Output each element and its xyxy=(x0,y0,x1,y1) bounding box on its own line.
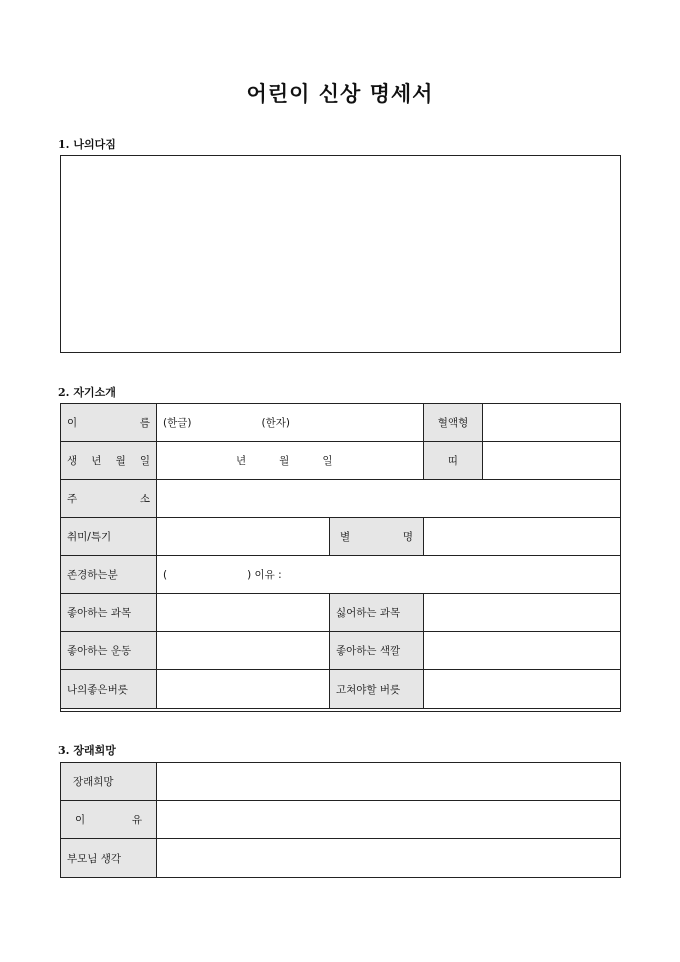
respected-open-paren: ( xyxy=(163,568,168,581)
favorite-sport-label: 좋아하는 운동 xyxy=(60,631,157,670)
birth-month-unit: 월 xyxy=(279,455,290,467)
zodiac-field[interactable] xyxy=(482,441,621,480)
parents-opinion-label: 부모님 생각 xyxy=(60,838,157,878)
birth-year-unit: 년 xyxy=(236,455,247,467)
future-dream-label: 장래희망 xyxy=(60,762,157,801)
name-korean-label: (한글) xyxy=(163,417,192,429)
parents-opinion-field[interactable] xyxy=(156,838,621,878)
section-heading-pledge: 1. 나의다짐 xyxy=(58,138,116,151)
section-heading-introduction: 2. 자기소개 xyxy=(58,386,116,399)
introduction-form xyxy=(60,403,621,712)
document-title: 어린이 신상 명세서 xyxy=(246,81,434,106)
birthdate-label: 생 년 월 일 xyxy=(60,441,157,480)
favorite-color-field[interactable] xyxy=(423,631,621,670)
section-heading-future-dream: 3. 장래희망 xyxy=(58,744,116,757)
pledge-textarea[interactable] xyxy=(60,155,621,353)
future-dream-form xyxy=(60,762,621,879)
respected-reason-label: ) 이유 : xyxy=(247,569,282,581)
favorite-subject-label: 좋아하는 과목 xyxy=(60,593,157,632)
name-label: 이 름 xyxy=(60,403,157,442)
reason-field[interactable] xyxy=(156,800,621,839)
hobby-field[interactable] xyxy=(156,517,330,556)
favorite-sport-field[interactable] xyxy=(156,631,330,670)
blood-type-field[interactable] xyxy=(482,403,621,442)
birth-day-unit: 일 xyxy=(322,455,333,467)
disliked-subject-field[interactable] xyxy=(423,593,621,632)
bad-habit-field[interactable] xyxy=(423,669,621,709)
disliked-subject-label: 싫어하는 과목 xyxy=(329,593,424,632)
blood-type-label: 혈액형 xyxy=(423,403,483,442)
name-field[interactable] xyxy=(156,403,424,442)
favorite-color-label: 좋아하는 색깔 xyxy=(329,631,424,670)
birthdate-field[interactable] xyxy=(156,441,424,480)
reason-label: 이 유 xyxy=(60,800,157,839)
address-label: 주 소 xyxy=(60,479,157,518)
bad-habit-label: 고쳐야할 버릇 xyxy=(329,669,424,709)
address-field[interactable] xyxy=(156,479,621,518)
good-habit-label: 나의좋은버릇 xyxy=(60,669,157,709)
respected-person-label: 존경하는분 xyxy=(60,555,157,594)
name-hanja-label: (한자) xyxy=(261,417,290,429)
hobby-label: 취미/특기 xyxy=(60,517,157,556)
nickname-field[interactable] xyxy=(423,517,621,556)
future-dream-field[interactable] xyxy=(156,762,621,801)
favorite-subject-field[interactable] xyxy=(156,593,330,632)
nickname-label: 별 명 xyxy=(329,517,424,556)
respected-person-field[interactable] xyxy=(156,555,621,594)
zodiac-label: 띠 xyxy=(423,441,483,480)
good-habit-field[interactable] xyxy=(156,669,330,709)
